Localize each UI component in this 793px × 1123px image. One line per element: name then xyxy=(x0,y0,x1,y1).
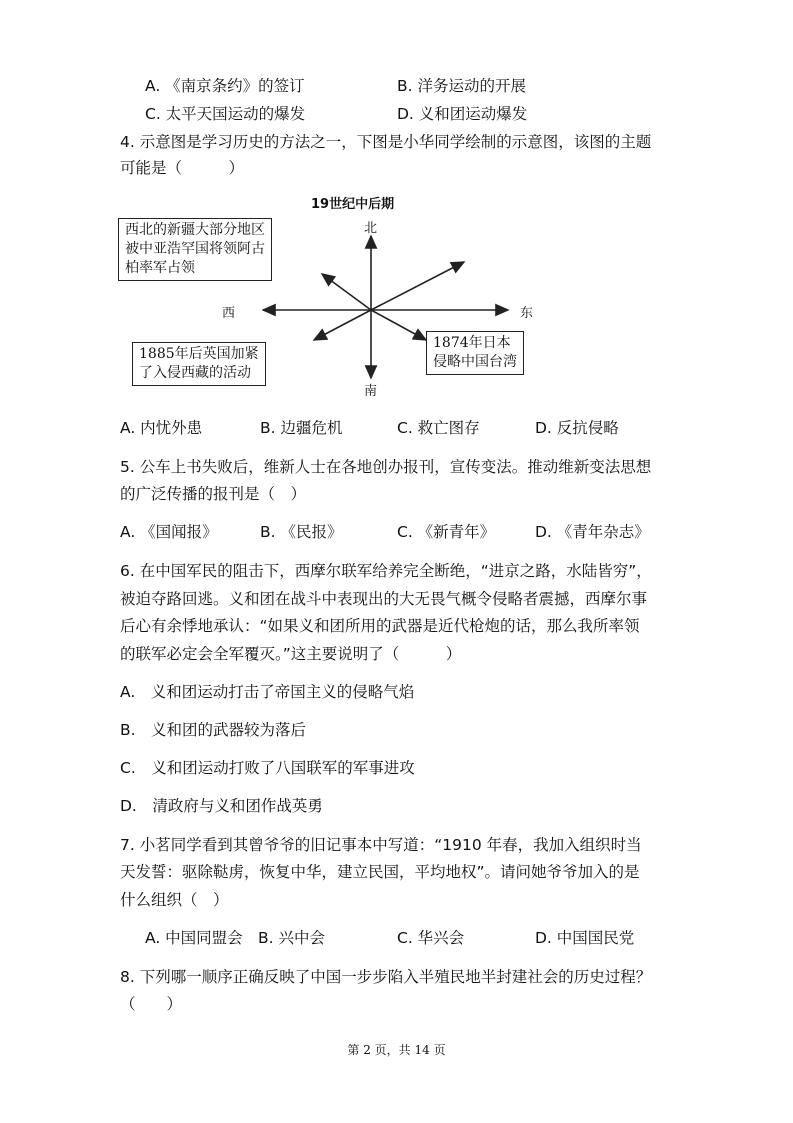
q6-option-c: C. 义和团运动打败了八国联军的军事进攻 xyxy=(120,759,415,777)
q4-option-d: D. 反抗侵略 xyxy=(535,419,619,437)
q7-stem-line3: 什么组织（ ） xyxy=(120,891,229,909)
q3-option-d: D. 义和团运动爆发 xyxy=(397,105,528,123)
label-west: 西 xyxy=(222,306,236,321)
q5-stem-line1: 5. 公车上书失败后，维新人士在各地创办报刊，宣传变法。推动维新变法思想 xyxy=(120,458,652,476)
q4-stem-line1: 4. 示意图是学习历史的方法之一，下图是小华同学绘制的示意图，该图的主题 xyxy=(120,133,652,151)
q7-option-d: D. 中国国民党 xyxy=(535,929,635,947)
q3-option-c: C. 太平天国运动的爆发 xyxy=(145,105,306,123)
q5-option-c: C. 《新青年》 xyxy=(397,523,496,541)
label-south: 南 xyxy=(364,384,378,399)
arrow-southeast xyxy=(371,310,426,340)
box-taiwan-line2: 侵略中国台湾 xyxy=(433,354,517,370)
q8-stem-line2: （ ） xyxy=(120,995,183,1013)
q6-option-d: D. 清政府与义和团作战英勇 xyxy=(120,797,323,815)
q6-stem-line3: 后心有余悸地承认：“如果义和团所用的武器是近代枪炮的话，那么我所率领 xyxy=(120,617,640,635)
box-tibet-line2: 了入侵西藏的活动 xyxy=(139,365,251,381)
label-east: 东 xyxy=(520,306,534,321)
q5-option-d: D. 《青年杂志》 xyxy=(535,523,650,541)
label-north: 北 xyxy=(364,221,378,236)
box-xinjiang xyxy=(118,218,272,281)
box-xinjiang-line2: 被中亚浩罕国将领阿古 xyxy=(125,241,265,257)
q4-diagram xyxy=(118,190,578,400)
page-footer: 第 2 页，共 14 页 xyxy=(347,1043,446,1057)
q6-stem-line4: 的联军必定会全军覆灭。”这主要说明了（ ） xyxy=(120,645,462,663)
q6-stem-line1: 6. 在中国军民的阻击下，西摩尔联军给养完全断绝，“进京之路，水陆皆穷”， xyxy=(120,562,652,580)
q4-stem-line2: 可能是（ ） xyxy=(120,159,245,177)
q4-option-a: A. 内忧外患 xyxy=(120,419,203,437)
q5-option-a: A. 《国闻报》 xyxy=(120,523,218,541)
q3-option-a: A. 《南京条约》的签订 xyxy=(145,77,305,95)
q7-option-b: B. 兴中会 xyxy=(258,929,325,947)
arrow-northeast xyxy=(371,262,464,310)
q3-option-b: B. 洋务运动的开展 xyxy=(397,77,526,95)
q7-option-a: A. 中国同盟会 xyxy=(145,929,243,947)
q6-stem-line2: 被迫夺路回逃。义和团在战斗中表现出的大无畏气概令侵略者震撼，西摩尔事 xyxy=(120,590,648,608)
box-xinjiang-line1: 西北的新疆大部分地区 xyxy=(125,222,265,238)
q7-stem-line1: 7. 小茗同学看到其曾爷爷的旧记事本中写道：“1910 年春，我加入组织时当 xyxy=(120,836,642,854)
box-tibet-line1: 1885年后英国加紧 xyxy=(139,346,259,362)
q6-option-b: B. 义和团的武器较为落后 xyxy=(120,721,307,739)
diagram-title: 19世纪中后期 xyxy=(311,197,395,212)
q7-option-c: C. 华兴会 xyxy=(397,929,465,947)
q5-option-b: B. 《民报》 xyxy=(260,523,343,541)
arrow-southwest xyxy=(314,310,371,340)
box-xinjiang-line3: 柏率军占领 xyxy=(125,260,195,276)
arrow-northwest xyxy=(322,274,371,310)
q6-option-a: A. 义和团运动打击了帝国主义的侵略气焰 xyxy=(120,683,415,701)
box-tibet xyxy=(132,342,266,386)
q7-stem-line2: 天发誓：驱除鞑虏，恢复中华，建立民国，平均地权”。请问她爷爷加入的是 xyxy=(120,863,640,881)
q5-stem-line2: 的广泛传播的报刊是（ ） xyxy=(120,485,307,503)
q4-option-c: C. 救亡图存 xyxy=(397,419,480,437)
q8-stem-line1: 8. 下列哪一顺序正确反映了中国一步步陷入半殖民地半封建社会的历史过程？ xyxy=(120,968,652,986)
box-taiwan xyxy=(426,331,524,375)
q4-option-b: B. 边疆危机 xyxy=(260,419,343,437)
box-taiwan-line1: 1874年日本 xyxy=(433,335,511,351)
